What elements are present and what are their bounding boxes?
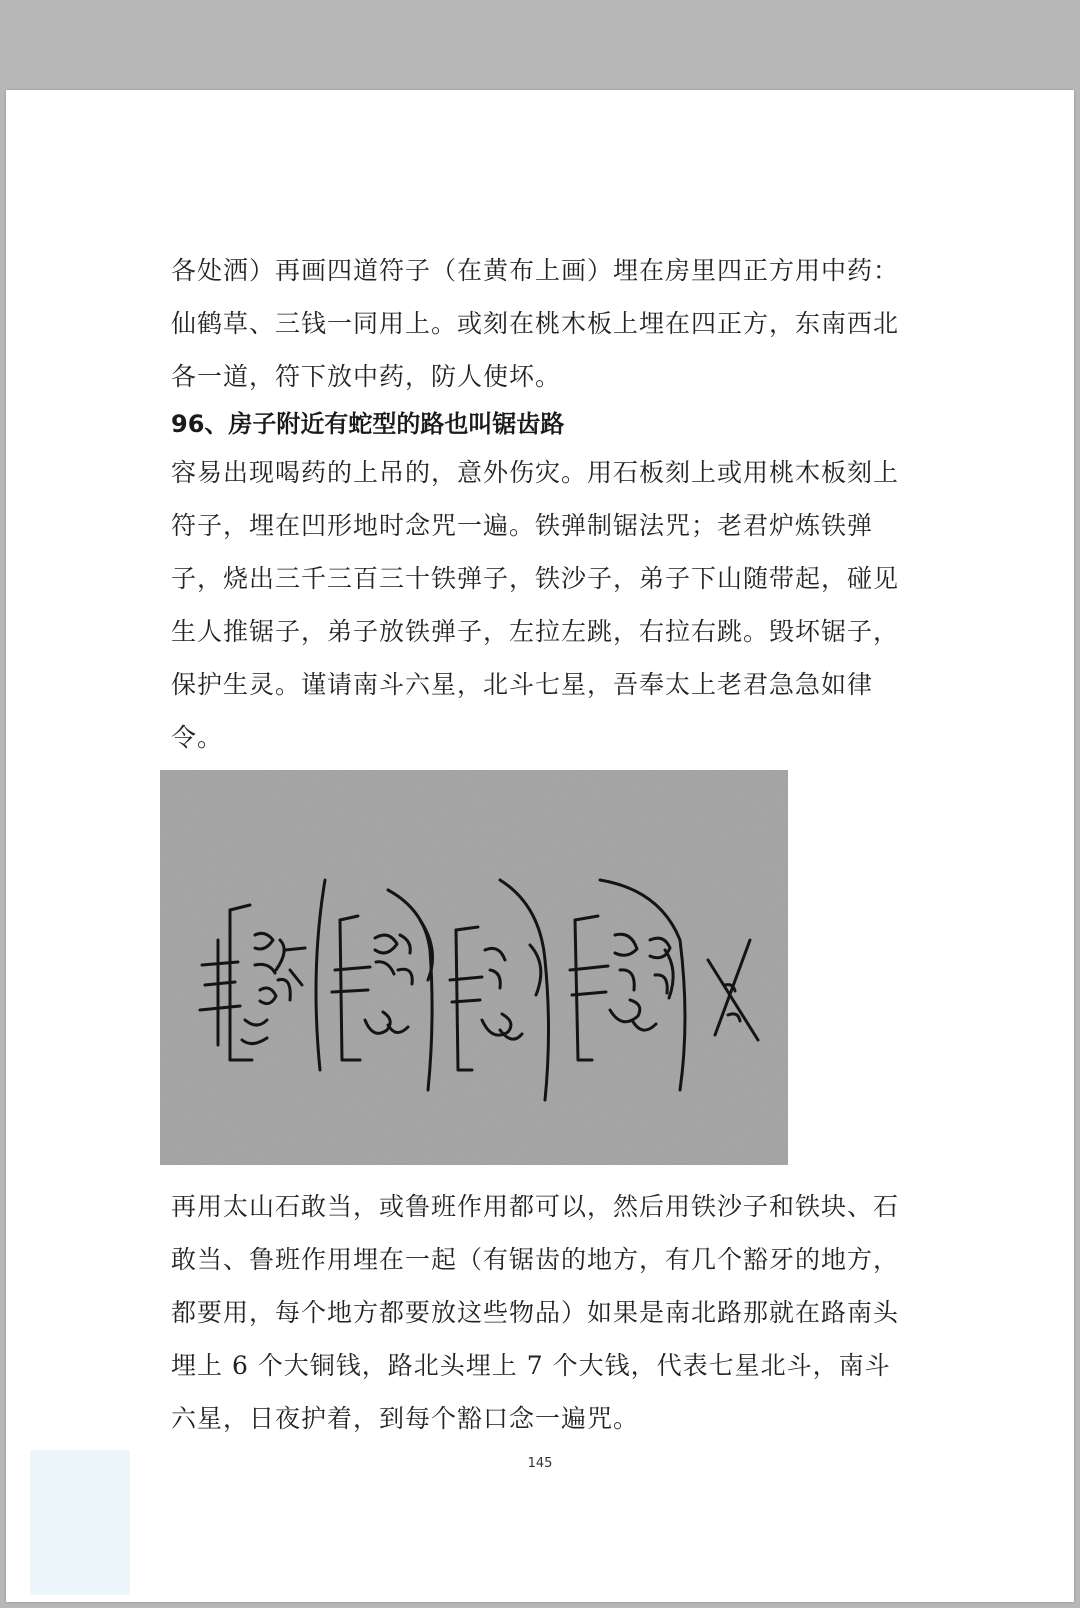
book-page [6, 90, 1074, 1602]
paragraph-description: 容易出现喝药的上吊的，意外伤灾。用石板刻上或用桃木板刻上符子，埋在凹形地时念咒一遍。铁弹制锯法咒；老君炉炼铁弹子，烧出三千三百三十铁弹子，铁沙子，弟子下山随带起，碰见生人推锯子，弟子放铁弹子，左拉左跳，右拉右跳。毁坏锯子，保护生灵。谨请南斗六星，北斗七星，吾奉太上老君急急如律令。 [171, 458, 900, 752]
page-number: 145 [527, 1456, 553, 1471]
handwritten-talisman-drawing [160, 770, 788, 1165]
paragraph-intro: 各处洒）再画四道符子（在黄布上画）埋在房里四正方用中药：仙鹤草、三钱一同用上。或刻在桃木板上埋在四正方，东南西北各一道，符下放中药，防人使坏。 [171, 256, 900, 391]
section-heading: 96、房子附近有蛇型的路也叫锯齿路 [171, 410, 565, 438]
talisman-image [160, 770, 788, 1165]
paragraph-instructions: 再用太山石敢当，或鲁班作用都可以，然后用铁沙子和铁块、石敢当、鲁班作用埋在一起（有锯齿的地方，有几个豁牙的地方，都要用，每个地方都要放这些物品）如果是南北路那就在路南头埋上 6 个大铜钱，路北头埋上 7 个大钱，代表七星北斗，南斗六星，日夜护着，到每个豁口念一遍咒。 [171, 1192, 900, 1433]
scan-smudge [30, 1450, 130, 1595]
